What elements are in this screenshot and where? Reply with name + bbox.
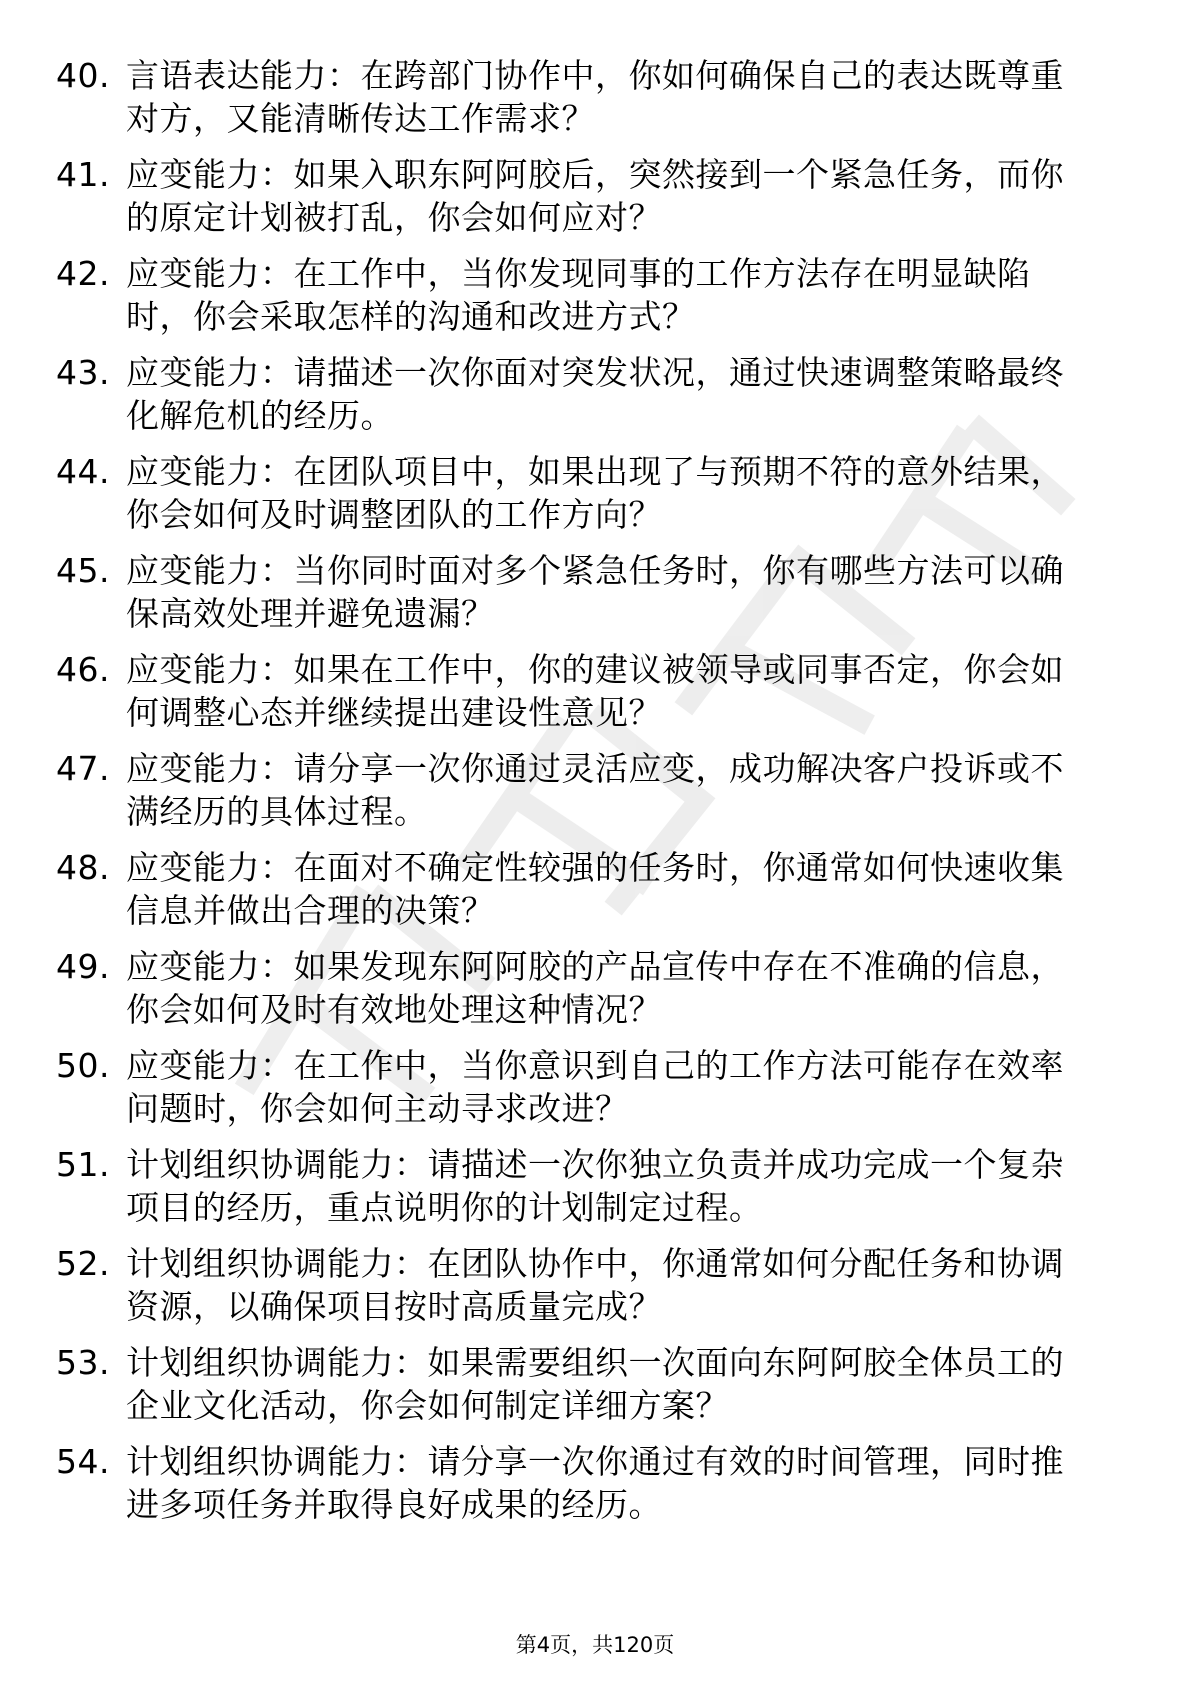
question-number: 40. <box>56 56 110 95</box>
question-item <box>56 153 1096 239</box>
question-text: 应变能力：在团队项目中，如果出现了与预期不符的意外结果，你会如何及时调整团队的工作方向？ <box>126 452 1064 534</box>
question-item <box>56 549 1096 635</box>
question-item <box>56 747 1096 833</box>
question-text: 应变能力：在工作中，当你意识到自己的工作方法可能存在效率问题时，你会如何主动寻求改进？ <box>126 1046 1064 1128</box>
question-item <box>56 945 1096 1031</box>
question-text: 计划组织协调能力：在团队协作中，你通常如何分配任务和协调资源，以确保项目按时高质量完成？ <box>126 1244 1064 1326</box>
question-text: 计划组织协调能力：如果需要组织一次面向东阿阿胶全体员工的企业文化活动，你会如何制定详细方案？ <box>126 1343 1064 1425</box>
question-item <box>56 1044 1096 1130</box>
question-number: 42. <box>56 254 110 293</box>
question-text: 应变能力：如果发现东阿阿胶的产品宣传中存在不准确的信息，你会如何及时有效地处理这种情况？ <box>126 947 1064 1029</box>
question-number: 53. <box>56 1343 110 1382</box>
question-item <box>56 1341 1096 1427</box>
page-number-label: 第4页，共120页 <box>515 1633 675 1657</box>
question-number: 45. <box>56 551 110 590</box>
question-text: 计划组织协调能力：请分享一次你通过有效的时间管理，同时推进多项任务并取得良好成果的经历。 <box>126 1442 1064 1524</box>
question-number: 52. <box>56 1244 110 1283</box>
question-number: 41. <box>56 155 110 194</box>
question-number: 47. <box>56 749 110 788</box>
question-item <box>56 648 1096 734</box>
question-text: 应变能力：当你同时面对多个紧急任务时，你有哪些方法可以确保高效处理并避免遗漏？ <box>126 551 1064 633</box>
question-item <box>56 1440 1096 1526</box>
question-list <box>56 54 1096 1539</box>
question-text: 应变能力：在工作中，当你发现同事的工作方法存在明显缺陷时，你会采取怎样的沟通和改进方式？ <box>126 254 1031 336</box>
question-number: 54. <box>56 1442 110 1481</box>
question-item <box>56 846 1096 932</box>
question-text: 应变能力：请分享一次你通过灵活应变，成功解决客户投诉或不满经历的具体过程。 <box>126 749 1064 831</box>
question-item <box>56 1242 1096 1328</box>
page-footer <box>0 1631 1190 1659</box>
question-text: 应变能力：如果在工作中，你的建议被领导或同事否定，你会如何调整心态并继续提出建设性意见？ <box>126 650 1064 732</box>
question-text: 应变能力：在面对不确定性较强的任务时，你通常如何快速收集信息并做出合理的决策？ <box>126 848 1064 930</box>
question-number: 48. <box>56 848 110 887</box>
question-item <box>56 351 1096 437</box>
question-text: 应变能力：如果入职东阿阿胶后，突然接到一个紧急任务，而你的原定计划被打乱，你会如何应对？ <box>126 155 1064 237</box>
question-number: 50. <box>56 1046 110 1085</box>
question-number: 44. <box>56 452 110 491</box>
question-item <box>56 54 1096 140</box>
question-item <box>56 252 1096 338</box>
question-item <box>56 450 1096 536</box>
question-number: 43. <box>56 353 110 392</box>
question-number: 51. <box>56 1145 110 1184</box>
question-number: 46. <box>56 650 110 689</box>
question-text: 计划组织协调能力：请描述一次你独立负责并成功完成一个复杂项目的经历，重点说明你的计划制定过程。 <box>126 1145 1064 1227</box>
question-text: 言语表达能力：在跨部门协作中，你如何确保自己的表达既尊重对方，又能清晰传达工作需求？ <box>126 56 1064 138</box>
question-text: 应变能力：请描述一次你面对突发状况，通过快速调整策略最终化解危机的经历。 <box>126 353 1064 435</box>
question-item <box>56 1143 1096 1229</box>
question-number: 49. <box>56 947 110 986</box>
